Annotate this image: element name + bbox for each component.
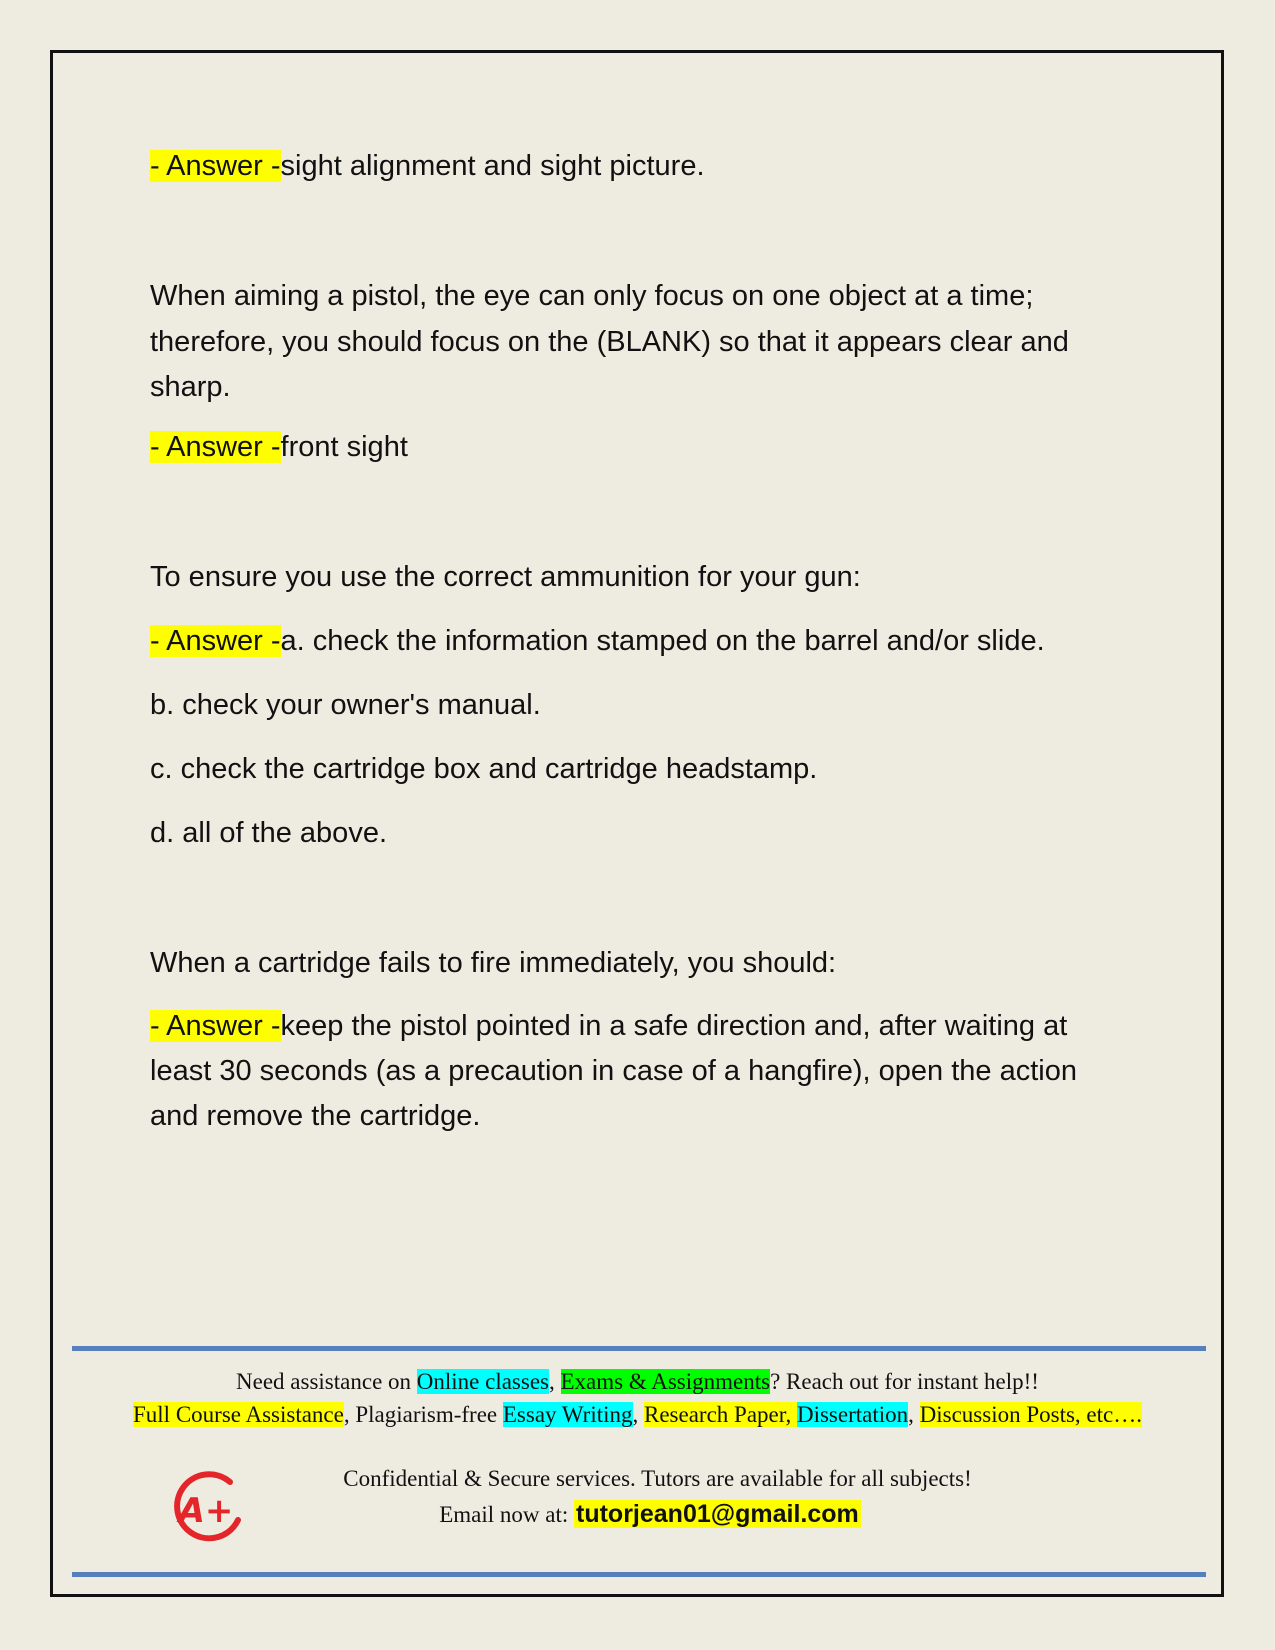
footer-bottom-rule	[72, 1572, 1206, 1577]
answer-label: - Answer -	[150, 150, 281, 182]
question-text: therefore, you should focus on the (BLANK) so that it appears clear and	[150, 326, 1069, 358]
online-classes-highlight: Online classes	[416, 1369, 549, 1394]
footer-text: ,	[908, 1402, 920, 1427]
answer-text: front sight	[280, 431, 408, 463]
answer-text: least 30 seconds (as a precaution in case of a hangfire), open the action	[150, 1055, 1077, 1087]
answer-label: - Answer -	[150, 625, 281, 657]
question-text: When aiming a pistol, the eye can only focus on one object at a time;	[150, 280, 1034, 312]
answer-label: - Answer -	[150, 431, 281, 463]
question-text: When a cartridge fails to fire immediately, you should:	[150, 947, 837, 979]
answer-line	[150, 1003, 1067, 1049]
answer-line	[150, 143, 705, 189]
dissertation-highlight: Dissertation	[796, 1402, 909, 1427]
answer-option: c. check the cartridge box and cartridge headstamp.	[150, 753, 818, 785]
answer-line	[150, 618, 1045, 664]
footer-text: , Plagiarism-free	[343, 1402, 503, 1427]
answer-text: sight alignment and sight picture.	[280, 150, 705, 182]
email-label: Email now at:	[439, 1502, 574, 1527]
footer-top-rule	[72, 1346, 1206, 1351]
footer-text: ,	[549, 1369, 561, 1394]
answer-text: a. check the information stamped on the barrel and/or slide.	[280, 625, 1045, 657]
email-link[interactable]: tutorjean01@gmail.com	[576, 1500, 859, 1528]
footer-email-line	[0, 1500, 1275, 1529]
exams-highlight: Exams & Assignments	[560, 1369, 771, 1394]
answer-option: d. all of the above.	[150, 817, 387, 849]
footer-confidential-line: Confidential & Secure services. Tutors are available for all subjects!	[343, 1466, 972, 1491]
footer-services-line	[0, 1369, 1275, 1395]
answer-line	[150, 424, 408, 470]
research-highlight: Research Paper,	[644, 1402, 797, 1427]
answer-option: b. check your owner's manual.	[150, 689, 541, 721]
answer-label: - Answer -	[150, 1010, 281, 1042]
discussion-highlight: Discussion Posts, etc….	[919, 1402, 1142, 1427]
footer-text: ,	[632, 1402, 644, 1427]
footer-text: ? Reach out for instant help!!	[770, 1369, 1039, 1394]
essay-highlight: Essay Writing	[502, 1402, 633, 1427]
logo-text: A+	[178, 1491, 234, 1531]
full-course-highlight: Full Course Assistance	[133, 1402, 344, 1427]
answer-text: and remove the cartridge.	[150, 1100, 481, 1132]
footer-offers-line	[0, 1402, 1275, 1428]
question-text: To ensure you use the correct ammunition for your gun:	[150, 561, 861, 593]
footer-text: Need assistance on	[236, 1369, 417, 1394]
answer-text: keep the pistol pointed in a safe direction and, after waiting at	[280, 1010, 1068, 1042]
question-text: sharp.	[150, 371, 231, 403]
